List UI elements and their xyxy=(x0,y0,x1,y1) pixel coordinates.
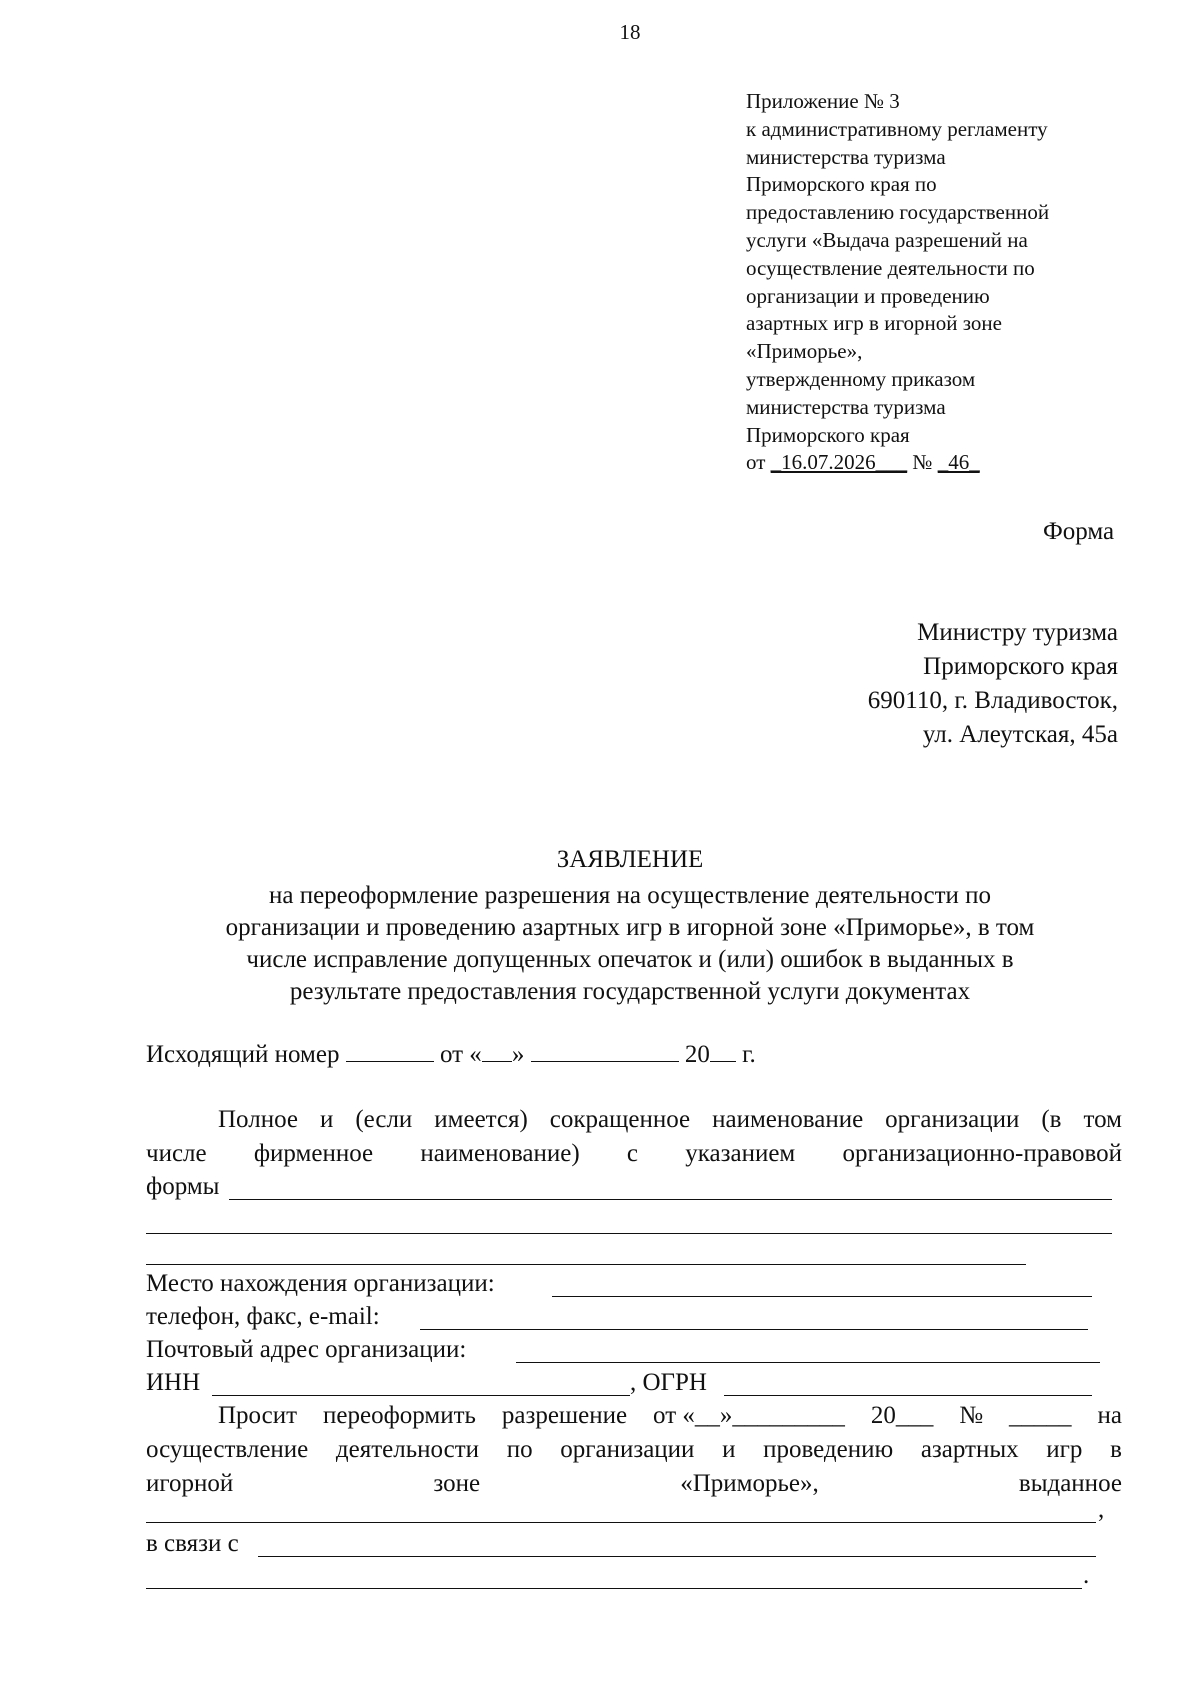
word: том xyxy=(1083,1106,1122,1133)
subtitle-line: результате предоставления государственной услуги документах xyxy=(289,978,971,1005)
org-name-field-3[interactable] xyxy=(146,1264,1026,1265)
appendix-line: Приложение № 3 xyxy=(746,89,900,113)
word: Просит xyxy=(218,1402,298,1429)
ogrn-label: , ОГРН xyxy=(630,1369,707,1396)
outgoing-number-line xyxy=(146,1041,756,1069)
request-line-1 xyxy=(218,1402,1122,1430)
outgoing-day-field[interactable] xyxy=(482,1041,512,1062)
word: осуществление xyxy=(146,1436,309,1463)
org-name-line-1 xyxy=(218,1106,1122,1134)
org-name-field-1[interactable] xyxy=(229,1199,1112,1200)
appendix-line: министерства туризма xyxy=(746,394,946,419)
org-name-field-2[interactable] xyxy=(146,1233,1112,1234)
addressee-line: Приморского края xyxy=(923,653,1118,680)
word: переоформить xyxy=(323,1402,476,1429)
appendix-line: «Приморье», xyxy=(746,339,863,364)
postal-address-field[interactable] xyxy=(516,1362,1100,1363)
inn-label: ИНН xyxy=(146,1369,201,1396)
word: наименование xyxy=(712,1106,864,1133)
contacts-label: телефон, факс, e-mail: xyxy=(146,1303,380,1330)
request-line-3 xyxy=(146,1470,1122,1498)
word: указанием xyxy=(685,1140,796,1167)
outgoing-number-field[interactable] xyxy=(346,1041,434,1062)
word: организации xyxy=(885,1106,1020,1133)
document-title: ЗАЯВЛЕНИЕ xyxy=(556,846,704,873)
subtitle-line: числе исправление допущенных опечаток и (или) ошибок в выданных в xyxy=(246,946,1014,973)
request-year-field[interactable]: 20___ xyxy=(870,1402,934,1429)
word: деятельности xyxy=(335,1436,480,1463)
addressee-line: ул. Алеутская, 45а xyxy=(922,721,1118,748)
word: на xyxy=(1097,1402,1122,1429)
word: фирменное xyxy=(253,1140,374,1167)
outgoing-number-label: Исходящий номер xyxy=(146,1041,340,1068)
appendix-line: к административному регламенту xyxy=(746,116,1048,141)
appendix-line: организации и проведению xyxy=(746,283,990,308)
appendix-line: услуги «Выдача разрешений на xyxy=(746,227,1028,252)
outgoing-year-field[interactable] xyxy=(710,1041,736,1062)
word: выданное xyxy=(1018,1470,1122,1497)
appendix-order-line xyxy=(746,449,1049,477)
issued-by-comma: , xyxy=(1098,1496,1105,1523)
word: проведению xyxy=(763,1436,894,1463)
word: азартных xyxy=(920,1436,1019,1463)
appendix-line: предоставлению государственной xyxy=(746,200,1050,225)
word: и xyxy=(722,1436,736,1463)
document-subtitle xyxy=(150,880,1110,1008)
outgoing-month-field[interactable] xyxy=(531,1041,679,1062)
word: разрешение xyxy=(501,1402,628,1429)
word: с xyxy=(626,1140,639,1167)
word: № xyxy=(959,1402,984,1429)
appendix-line: Приморского края по xyxy=(746,172,937,197)
word: числе xyxy=(146,1140,207,1167)
addressee-line: Министру туризма xyxy=(917,619,1118,646)
word: организационно-правовой xyxy=(842,1140,1122,1167)
word: зоне xyxy=(433,1470,481,1497)
word: организации xyxy=(560,1436,695,1463)
postal-address-label: Почтовый адрес организации: xyxy=(146,1336,467,1363)
word: «Приморье», xyxy=(680,1470,819,1497)
outgoing-from-label: от « xyxy=(439,1041,482,1068)
contacts-field[interactable] xyxy=(420,1329,1088,1330)
org-name-forms-label: формы xyxy=(146,1173,220,1200)
addressee-line: 690110, г. Владивосток, xyxy=(867,687,1118,714)
reason-label: в связи с xyxy=(146,1530,239,1557)
order-date: _16.07.2026___ xyxy=(770,450,908,475)
outgoing-year-prefix: 20 xyxy=(684,1041,710,1068)
appendix-line: осуществление деятельности по xyxy=(746,255,1035,280)
order-number: _46_ xyxy=(937,450,980,475)
ogrn-field[interactable] xyxy=(724,1395,1092,1396)
word: в xyxy=(1110,1436,1122,1463)
outgoing-year-suffix: г. xyxy=(735,1041,756,1068)
page-number: 18 xyxy=(619,20,641,44)
word: игорной xyxy=(146,1470,234,1497)
reason-field-2[interactable] xyxy=(146,1588,1082,1589)
word: сокращенное xyxy=(549,1106,691,1133)
appendix-line: утвержденному приказом xyxy=(746,366,976,391)
outgoing-close-quote: » xyxy=(511,1041,525,1068)
appendix-block xyxy=(746,88,1049,477)
org-name-line-2 xyxy=(146,1140,1122,1168)
order-number-prefix: № xyxy=(907,450,938,475)
word: (если xyxy=(355,1106,413,1133)
request-line-2 xyxy=(146,1436,1122,1464)
word: игр xyxy=(1046,1436,1083,1463)
order-date-prefix: от xyxy=(746,450,771,475)
word: наименование) xyxy=(420,1140,580,1167)
appendix-line: министерства туризма xyxy=(746,144,946,169)
location-label: Место нахождения организации: xyxy=(146,1270,495,1297)
word: (в xyxy=(1041,1106,1062,1133)
subtitle-line: на переоформление разрешения на осуществление деятельности по xyxy=(268,882,992,909)
inn-field[interactable] xyxy=(212,1395,630,1396)
form-label: Форма xyxy=(1043,518,1115,545)
appendix-line: Приморского края xyxy=(746,422,910,447)
request-date-field[interactable]: от «__»_________ xyxy=(653,1402,845,1429)
location-field[interactable] xyxy=(552,1296,1092,1297)
word: и xyxy=(319,1106,334,1133)
reason-field-1[interactable] xyxy=(258,1556,1096,1557)
issued-by-field[interactable] xyxy=(146,1522,1096,1523)
word: по xyxy=(506,1436,533,1463)
reason-period: . xyxy=(1083,1562,1090,1589)
subtitle-line: организации и проведению азартных игр в игорной зоне «Приморье», в том xyxy=(225,914,1035,941)
word: Полное xyxy=(218,1106,298,1133)
word: имеется) xyxy=(434,1106,528,1133)
appendix-line: азартных игр в игорной зоне xyxy=(746,311,1002,336)
addressee-block xyxy=(868,616,1118,752)
request-number-field[interactable]: _____ xyxy=(1009,1402,1072,1429)
